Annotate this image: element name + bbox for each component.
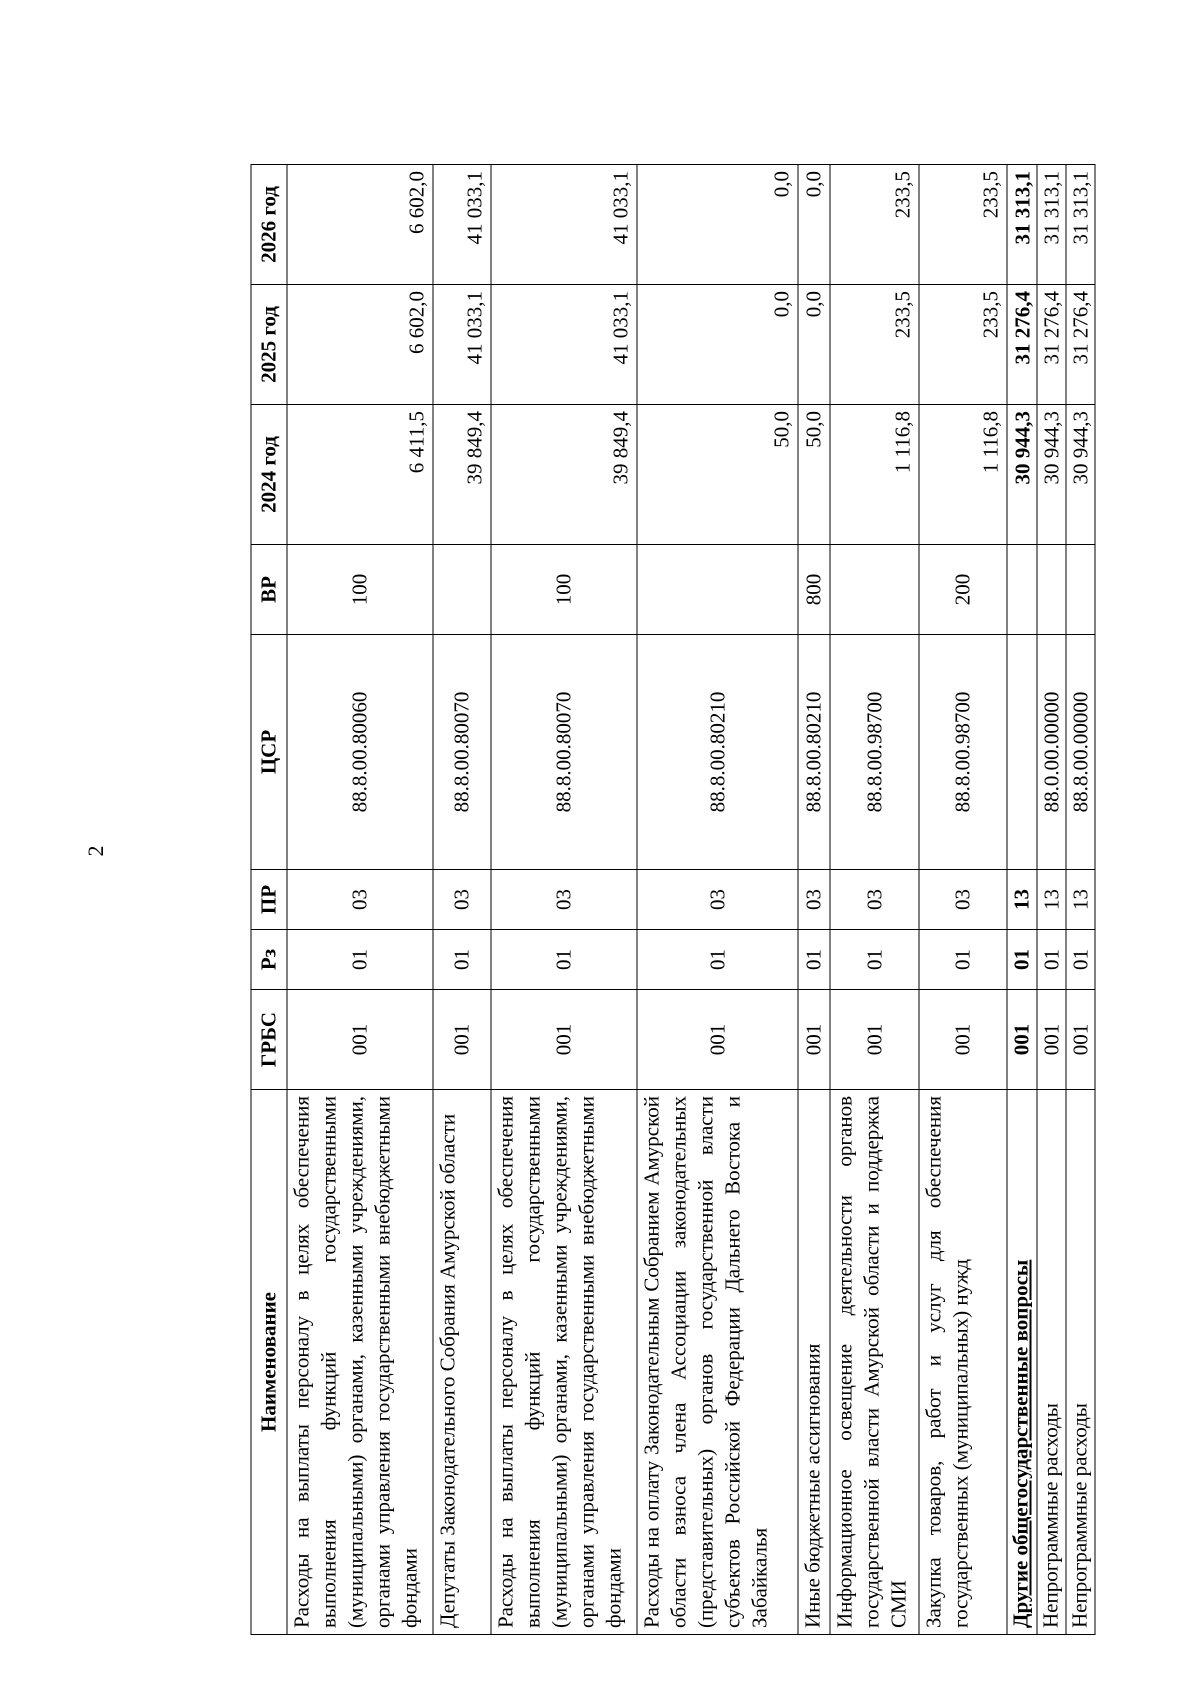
row-2024: 30 944,3 xyxy=(1037,405,1066,545)
row-name: Другие общегосударственные вопросы xyxy=(1007,1090,1036,1635)
row-2025: 31 276,4 xyxy=(1007,285,1036,405)
row-csr: 88.8.00.80070 xyxy=(433,635,491,870)
row-2024: 50,0 xyxy=(798,405,830,545)
row-rz: 01 xyxy=(433,930,491,990)
table-row xyxy=(1037,165,1066,1635)
row-name: Расходы на выплаты персоналу в целях обеспечения выполнения функций государственными (муниципальными) органами, казенными учреждениями, органами управления государственными внебюджетными фондами xyxy=(287,1090,433,1635)
row-2024: 1 116,8 xyxy=(919,405,1008,545)
row-grbs: 001 xyxy=(919,990,1008,1090)
row-csr: 88.0.00.00000 xyxy=(1037,635,1066,870)
row-name: Депутаты Законодательного Собрания Амурской области xyxy=(433,1090,491,1635)
row-vr xyxy=(637,545,798,635)
row-vr: 800 xyxy=(798,545,830,635)
row-2024: 39 849,4 xyxy=(433,405,491,545)
header-2025: 2025 год xyxy=(251,285,287,405)
budget-table xyxy=(251,164,1096,1635)
row-rz: 01 xyxy=(1037,930,1066,990)
row-csr: 88.8.00.98700 xyxy=(919,635,1008,870)
row-vr xyxy=(830,545,919,635)
row-2025: 233,5 xyxy=(830,285,919,405)
row-2026: 0,0 xyxy=(798,165,830,285)
row-csr: 88.8.00.00000 xyxy=(1066,635,1095,870)
row-grbs: 001 xyxy=(830,990,919,1090)
row-vr xyxy=(1037,545,1066,635)
row-name: Информационное освещение деятельности органов государственной власти Амурской области и поддержка СМИ xyxy=(830,1090,919,1635)
row-name: Непрограммные расходы xyxy=(1066,1090,1095,1635)
header-csr: ЦСР xyxy=(251,635,287,870)
row-vr xyxy=(1007,545,1036,635)
row-csr: 88.8.00.80070 xyxy=(491,635,637,870)
row-name: Расходы на выплаты персоналу в целях обеспечения выполнения функций государственными (муниципальными) органами, казенными учреждениями, органами управления государственными внебюджетными фондами xyxy=(491,1090,637,1635)
row-grbs: 001 xyxy=(798,990,830,1090)
header-grbs: ГРБС xyxy=(251,990,287,1090)
table-row xyxy=(433,165,491,1635)
row-grbs: 001 xyxy=(491,990,637,1090)
row-pr: 03 xyxy=(830,870,919,930)
row-2025: 41 033,1 xyxy=(433,285,491,405)
row-2025: 6 602,0 xyxy=(287,285,433,405)
row-pr: 03 xyxy=(798,870,830,930)
row-rz: 01 xyxy=(287,930,433,990)
row-csr xyxy=(1007,635,1036,870)
row-csr: 88.8.00.80210 xyxy=(637,635,798,870)
header-name: Наименование xyxy=(251,1090,287,1635)
row-2024: 30 944,3 xyxy=(1066,405,1095,545)
row-grbs: 001 xyxy=(1007,990,1036,1090)
row-pr: 03 xyxy=(433,870,491,930)
table-row xyxy=(919,165,1008,1635)
row-grbs: 001 xyxy=(433,990,491,1090)
row-csr: 88.8.00.98700 xyxy=(830,635,919,870)
row-name: Расходы на оплату Законодательным Собранием Амурской области взноса члена Ассоциации законодательных (представительных) органов государственной власти субъектов Российской Федерации Дальнего Востока и Забайкалья xyxy=(637,1090,798,1635)
row-pr: 03 xyxy=(919,870,1008,930)
header-2024: 2024 год xyxy=(251,405,287,545)
header-rz: Рз xyxy=(251,930,287,990)
row-2024: 6 411,5 xyxy=(287,405,433,545)
row-vr: 100 xyxy=(491,545,637,635)
row-vr: 200 xyxy=(919,545,1008,635)
row-grbs: 001 xyxy=(287,990,433,1090)
header-pr: ПР xyxy=(251,870,287,930)
row-2024: 50,0 xyxy=(637,405,798,545)
row-2026: 41 033,1 xyxy=(491,165,637,285)
row-2026: 233,5 xyxy=(830,165,919,285)
page-number: 2 xyxy=(83,845,108,857)
row-rz: 01 xyxy=(830,930,919,990)
row-pr: 03 xyxy=(287,870,433,930)
row-2026: 233,5 xyxy=(919,165,1008,285)
row-name: Закупка товаров, работ и услуг для обеспечения государственных (муниципальных) нужд xyxy=(919,1090,1008,1635)
row-2024: 1 116,8 xyxy=(830,405,919,545)
row-vr: 100 xyxy=(287,545,433,635)
row-rz: 01 xyxy=(1007,930,1036,990)
row-csr: 88.8.00.80210 xyxy=(798,635,830,870)
row-2026: 0,0 xyxy=(637,165,798,285)
row-2025: 0,0 xyxy=(637,285,798,405)
row-2025: 41 033,1 xyxy=(491,285,637,405)
table-row xyxy=(798,165,830,1635)
budget-table-wrapper xyxy=(251,165,1096,1635)
row-grbs: 001 xyxy=(1037,990,1066,1090)
row-rz: 01 xyxy=(491,930,637,990)
row-pr: 13 xyxy=(1066,870,1095,930)
table-row xyxy=(491,165,637,1635)
row-name: Иные бюджетные ассигнования xyxy=(798,1090,830,1635)
row-2025: 31 276,4 xyxy=(1066,285,1095,405)
row-2026: 6 602,0 xyxy=(287,165,433,285)
table-row xyxy=(287,165,433,1635)
table-row xyxy=(1066,165,1095,1635)
row-2026: 31 313,1 xyxy=(1007,165,1036,285)
header-vr: ВР xyxy=(251,545,287,635)
table-header-row xyxy=(251,165,287,1635)
row-2026: 41 033,1 xyxy=(433,165,491,285)
row-csr: 88.8.00.80060 xyxy=(287,635,433,870)
row-vr xyxy=(1066,545,1095,635)
row-name: Непрограммные расходы xyxy=(1037,1090,1066,1635)
row-rz: 01 xyxy=(919,930,1008,990)
row-2025: 31 276,4 xyxy=(1037,285,1066,405)
row-pr: 13 xyxy=(1007,870,1036,930)
row-pr: 03 xyxy=(637,870,798,930)
row-2024: 39 849,4 xyxy=(491,405,637,545)
row-2024: 30 944,3 xyxy=(1007,405,1036,545)
row-2025: 233,5 xyxy=(919,285,1008,405)
row-2025: 0,0 xyxy=(798,285,830,405)
row-pr: 03 xyxy=(491,870,637,930)
row-2026: 31 313,1 xyxy=(1066,165,1095,285)
row-pr: 13 xyxy=(1037,870,1066,930)
table-row xyxy=(637,165,798,1635)
row-2026: 31 313,1 xyxy=(1037,165,1066,285)
row-rz: 01 xyxy=(637,930,798,990)
row-grbs: 001 xyxy=(1066,990,1095,1090)
row-grbs: 001 xyxy=(637,990,798,1090)
row-rz: 01 xyxy=(1066,930,1095,990)
table-row xyxy=(1007,165,1036,1635)
table-row xyxy=(830,165,919,1635)
row-rz: 01 xyxy=(798,930,830,990)
header-2026: 2026 год xyxy=(251,165,287,285)
row-vr xyxy=(433,545,491,635)
